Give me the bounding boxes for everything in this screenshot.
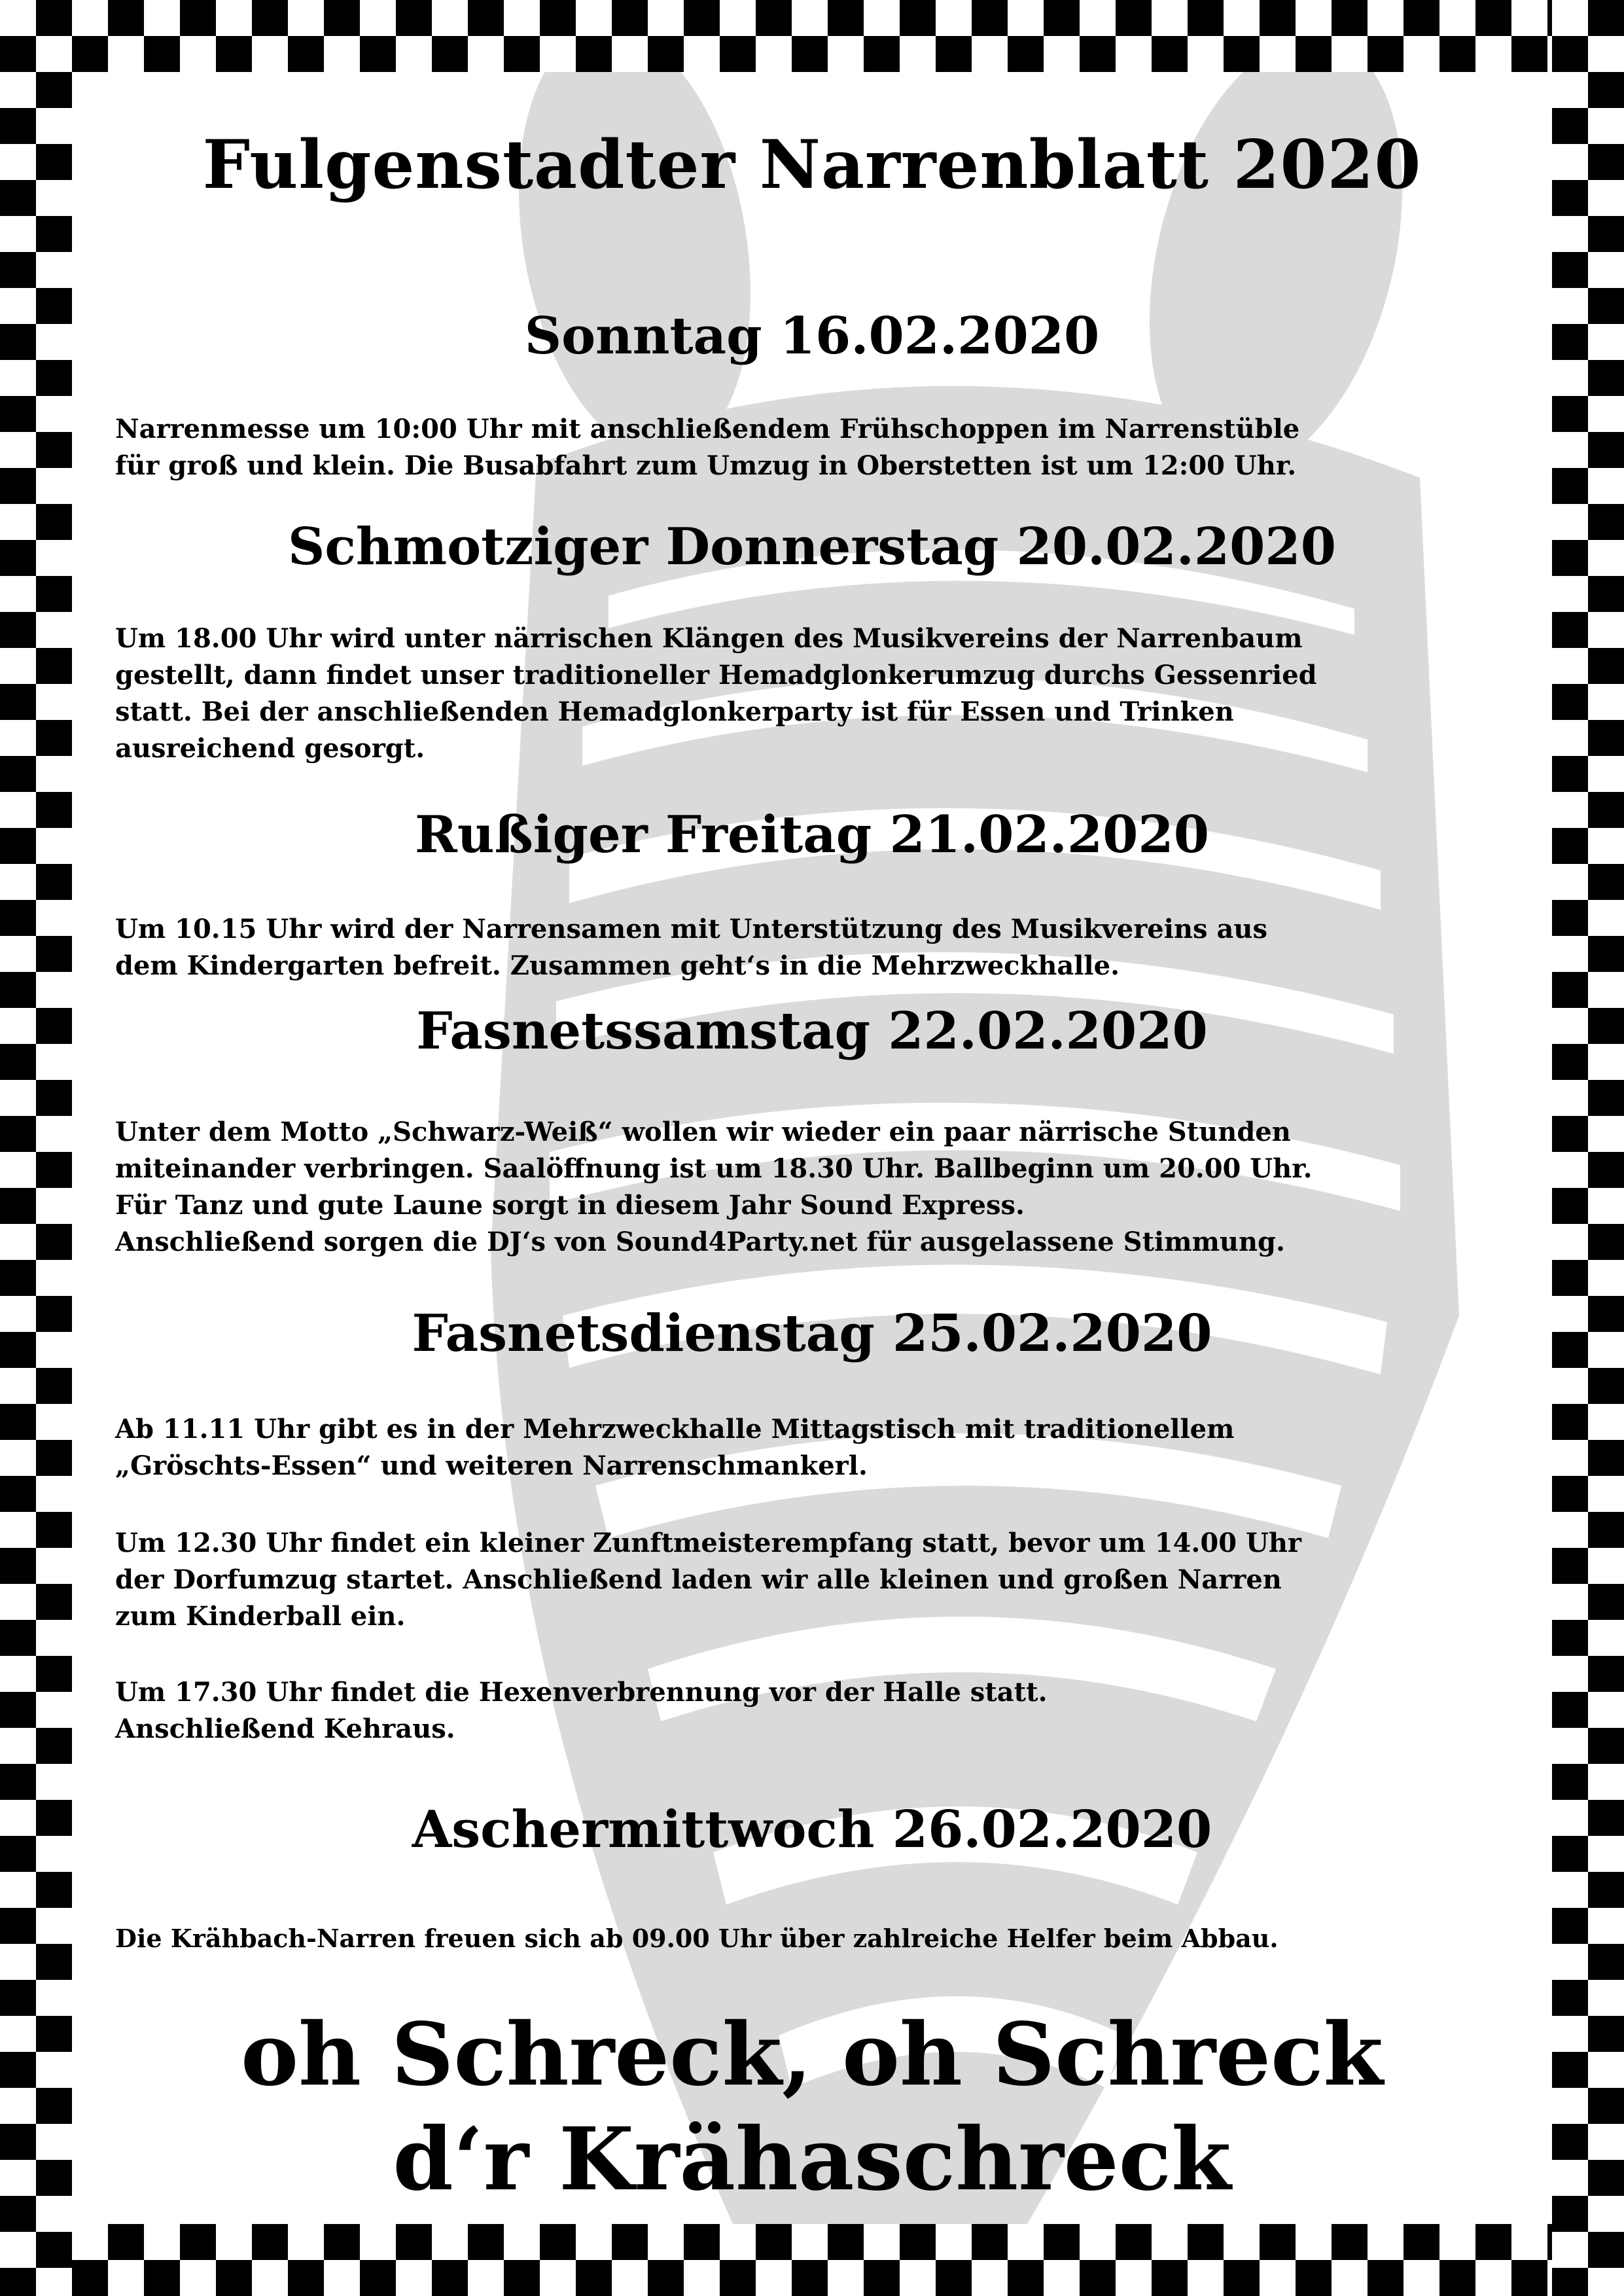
- checker-border-top: [0, 0, 1624, 72]
- motto-line-1: oh Schreck, oh Schreck: [241, 2004, 1383, 2106]
- text-line: der Dorfumzug startet. Anschließend laden wir alle kleinen und großen Narren: [115, 1564, 1282, 1595]
- text-line: ausreichend gesorgt.: [115, 733, 425, 764]
- checker-border-right: [1552, 0, 1624, 2296]
- text-line: Unter dem Motto „Schwarz-Weiß“ wollen wir wieder ein paar närrische Stunden: [115, 1117, 1291, 1147]
- heading-sonntag: Sonntag 16.02.2020: [524, 306, 1100, 366]
- heading-schmotziger-donnerstag: Schmotziger Donnerstag 20.02.2020: [288, 517, 1336, 577]
- heading-aschermittwoch: Aschermittwoch 26.02.2020: [412, 1800, 1212, 1859]
- flyer-page: [72, 72, 1552, 2224]
- text-line: Ab 11.11 Uhr gibt es in der Mehrzweckhalle Mittagstisch mit traditionellem: [115, 1414, 1235, 1444]
- motto-line-2: d‘r Krähaschreck: [393, 2109, 1231, 2210]
- text-line: Um 18.00 Uhr wird unter närrischen Klängen des Musikvereins der Narrenbaum: [115, 623, 1303, 654]
- text-fasnetssamstag: [115, 1114, 1526, 1261]
- text-line: Die Krähbach-Narren freuen sich ab 09.00 Uhr über zahlreiche Helfer beim Abbau.: [115, 1924, 1279, 1953]
- text-line: Um 12.30 Uhr findet ein kleiner Zunftmeisterempfang statt, bevor um 14.00 Uhr: [115, 1528, 1301, 1558]
- heading-russiger-freitag: Rußiger Freitag 21.02.2020: [415, 805, 1209, 865]
- text-fasnetsdienstag-1: [115, 1411, 1526, 1484]
- text-russiger-freitag: [115, 911, 1526, 984]
- text-aschermittwoch: [115, 1920, 1526, 1957]
- text-line: Für Tanz und gute Laune sorgt in diesem Jahr Sound Express.: [115, 1190, 1025, 1221]
- text-line: dem Kindergarten befreit. Zusammen geht‘s in die Mehrzweckhalle.: [115, 950, 1120, 981]
- flyer-content: [72, 72, 1552, 2224]
- checker-border-bottom: [0, 2224, 1624, 2296]
- text-fasnetsdienstag-2: [115, 1525, 1526, 1635]
- text-line: Anschließend sorgen die DJ‘s von Sound4Party.net für ausgelassene Stimmung.: [115, 1227, 1285, 1257]
- text-sonntag: [115, 411, 1526, 484]
- text-line: miteinander verbringen. Saalöffnung ist um 18.30 Uhr. Ballbeginn um 20.00 Uhr.: [115, 1153, 1313, 1184]
- text-line: Um 17.30 Uhr findet die Hexenverbrennung vor der Halle statt.: [115, 1677, 1048, 1708]
- text-line: Um 10.15 Uhr wird der Narrensamen mit Unterstützung des Musikvereins aus: [115, 914, 1267, 944]
- checker-border-left: [0, 0, 72, 2296]
- text-line: für groß und klein. Die Busabfahrt zum Umzug in Oberstetten ist um 12:00 Uhr.: [115, 450, 1297, 481]
- text-line: Anschließend Kehraus.: [115, 1713, 455, 1744]
- heading-fasnetsdienstag: Fasnetsdienstag 25.02.2020: [412, 1304, 1212, 1363]
- text-line: „Gröschts-Essen“ und weiteren Narrenschmankerl.: [115, 1450, 868, 1481]
- heading-fasnetssamstag: Fasnetssamstag 22.02.2020: [416, 1001, 1208, 1061]
- text-schmotziger-donnerstag: [115, 620, 1526, 767]
- text-line: zum Kinderball ein.: [115, 1601, 406, 1632]
- text-line: statt. Bei der anschließenden Hemadglonkerparty ist für Essen und Trinken: [115, 696, 1234, 727]
- text-line: Narrenmesse um 10:00 Uhr mit anschließendem Frühschoppen im Narrenstüble: [115, 414, 1300, 444]
- text-line: gestellt, dann findet unser traditioneller Hemadglonkerumzug durchs Gessenried: [115, 660, 1317, 691]
- page-title: Fulgenstadter Narrenblatt 2020: [202, 126, 1422, 204]
- text-fasnetsdienstag-3: [115, 1674, 1526, 1748]
